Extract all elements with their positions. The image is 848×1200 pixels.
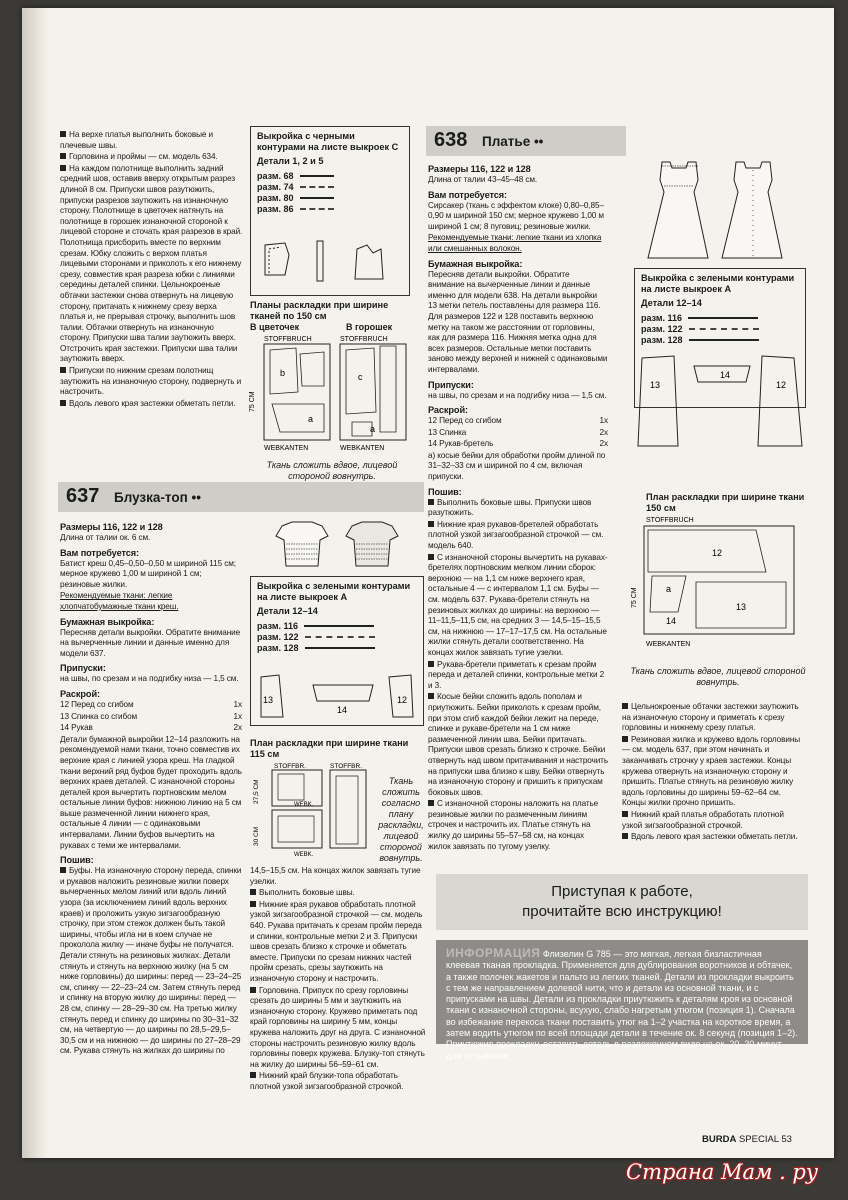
- pattern-box-title: Выкройка с зелеными контурами на листе выкроек А: [641, 273, 795, 294]
- stoffbr-label: STOFFBR.: [274, 763, 307, 770]
- cutting-text: а) косые бейки для обработки пройм длиной по 31–32–33 см и шириной по 4 см, включая припуски.: [428, 450, 606, 482]
- layout-plan-diagram: [240, 332, 410, 454]
- allowance-heading: Припуски:: [60, 663, 106, 674]
- piece-number: 12: [397, 695, 408, 705]
- layout-plan-sub-left: В цветочек: [250, 322, 300, 332]
- list-item: Резиновая жилка и кружево вдоль горловины — см. модель 637, при этом начинать и заканчивать строчку у краев застежки. Концы кружева отвернуть на изнаночную сторону и пришить. Платье стянуть на резиновую жилку вдоль горловины до ширины 59–62–64 см. Концы жилки прочно пришить.: [622, 734, 801, 808]
- width-dimension: 75 CM: [249, 391, 256, 412]
- list-item: Горловина и проймы — см. модель 634.: [60, 152, 244, 163]
- stoffbr-label: STOFFBR.: [330, 763, 363, 770]
- magazine-page: [22, 8, 834, 1158]
- stoffbruch-label: STOFFBRUCH: [264, 336, 312, 343]
- info-tag: ИНФОРМАЦИЯ: [446, 946, 541, 960]
- pattern-pieces-drawing: [255, 235, 405, 293]
- needs-text: Сирсакер (ткань с эффектом клоке) 0,80–0,85–0,90 м шириной 150 см; мерное кружево 1,00 м шириной 1 см; 8 пуговиц; резиновые жилки.: [428, 200, 604, 231]
- banner-line-2: прочитайте всю инструкцию!: [522, 903, 722, 920]
- layout-note: Ткань сложить вдвое, лицевой стороной вовнутрь.: [630, 666, 806, 687]
- needs-text: Батист креш 0,45–0,50–0,50 м шириной 115 см; мерное кружево 1,00 м шириной 1 см; резиновые жилки.: [60, 558, 236, 589]
- cutting-text: Детали бумажной выкройки 12–14 разложить на рекомендуемой нами ткани, точно совместив их верхние края с линией узора креш. На гладкой ткани верхний ряд буфов будет проходить вдоль верхних краев деталей. С изнаночной стороны деталей кроя вычертить портновским мелом остальные линии буфов: нижнюю линию на 5 см выше размеченной линии нижнего края, остальные 4 линии — с одинаковыми интервалами. Линии буфов вычертить на рукавах с теми же интервалами.: [60, 734, 242, 850]
- piece-number: 14: [337, 705, 348, 715]
- list-item: Нижний край блузки-топа обработать плотной узкой зигзагообразной строчкой.: [250, 1071, 404, 1091]
- size-line: разм. 128: [251, 643, 423, 654]
- layout-plan-title: План раскладки при ширине ткани 115 см: [250, 738, 409, 759]
- dimension: 30 CM: [253, 826, 260, 846]
- recommended-text: Рекомендуемые ткани: легкие хлопчатобумажные ткани креш.: [60, 591, 179, 611]
- dimension: 27,5 CM: [253, 779, 260, 804]
- pattern-box-title: Выкройка с черными контурами на листе выкроек С: [257, 131, 399, 152]
- piece-number: 12: [712, 548, 723, 558]
- size-line: разм. 68: [251, 171, 409, 182]
- model-638-text: [428, 160, 608, 853]
- piece-number: 13: [736, 602, 747, 612]
- pattern-box-parts: Детали 1, 2 и 5: [257, 156, 324, 167]
- piece-number: 14: [720, 370, 731, 380]
- pattern-box-parts: Детали 12–14: [257, 606, 318, 617]
- continued-text: 14,5–15,5 см. На концах жилок завязать тугие узелки.: [250, 866, 421, 886]
- piece-label: a: [370, 424, 376, 434]
- list-item: Нижние края рукавов обработать плотной узкой зигзагообразной строчкой — см. модель 640. Рукава притачать к срезам пройм переда и спинки, контрольные метки 2 и 3. Припуски швов срезать близко к строчке и обметать вместе. Припуски по срезам нижних частей пройм срезать, срезы заутюжить на изнаночную сторону и настрочить.: [250, 899, 423, 983]
- piece-label: c: [358, 372, 363, 382]
- list-item: С изнаночной стороны наложить на платье резиновые жилки по размеченным линиям строчек и настрочить их. Платье стянуть на жилку до ширины 55–57–58 см, на концах жилок завязать по тугому узелку.: [428, 799, 599, 851]
- layout-note: Ткань сложить вдвое, лицевой стороной вовнутрь.: [266, 460, 398, 481]
- pattern-box-a-637: [250, 576, 424, 726]
- layout-plan-sub-right: В горошек: [346, 322, 393, 332]
- webk-label: WEBK.: [294, 852, 314, 858]
- size-line: разм. 74: [251, 182, 409, 193]
- model-title: Блузка-топ ••: [114, 490, 201, 505]
- sewing-heading: Пошив:: [428, 486, 462, 497]
- size-line: разм. 116: [251, 621, 423, 632]
- list-item: Нижний край платья обработать плотной узкой зигзагообразной строчкой.: [622, 809, 784, 830]
- cutting-heading: Раскрой:: [60, 688, 100, 699]
- width-dimension: 75 CM: [631, 587, 638, 608]
- webkanten-label: WEBKANTEN: [646, 641, 691, 648]
- model-638-header: [426, 126, 626, 156]
- cut-row: 13 Спинка 2x: [428, 427, 608, 437]
- info-box: [436, 940, 808, 1061]
- model-637-header: [58, 482, 424, 512]
- list-item: Нижние края рукавов-бретелей обработать плотной узкой зигзагообразной строчкой — см. модель 640.: [428, 519, 604, 551]
- piece-label: a: [666, 584, 672, 594]
- sizes-heading: Размеры 116, 122 и 128: [428, 164, 531, 174]
- layout-note: Ткань сложить согласно плану раскладки, лицевой стороной вовнутрь.: [378, 776, 424, 863]
- paper-text: Пересняв детали выкройки. Обратите внимание на вычерченные линии и данные именно для модели 638. На детали выкройки 13 метки петель поставлены для размера 116. Для размеров 122 и 128 поставить верхнюю метку на таком же расстоянии от горловины, как для размера 116. Нижняя метка одна для всех размеров. Остальные метки поставить заново между верхней и нижней с одинаковыми интервалами.: [428, 269, 608, 374]
- pattern-box-parts: Детали 12–14: [641, 298, 702, 309]
- list-item: На верхе платья выполнить боковые и плечевые швы.: [60, 130, 213, 150]
- piece-number: 13: [650, 380, 661, 390]
- pattern-box-title: Выкройка с зелеными контурами на листе выкроек А: [257, 581, 411, 602]
- cut-row: 12 Перед со сгибом 1x: [60, 699, 242, 709]
- page-number: 53: [781, 1134, 792, 1145]
- list-item: Вдоль левого края застежки обметать петли.: [622, 832, 806, 843]
- list-item: На каждом полотнище выполнить задний средний шов, оставив вверху открытым разрез длиной 8 см. Припуски швов разутюжить, припуски разрезов заутюжить на изнаночную сторону. Полотнище в цветочек натянуть на полотнище в горошек изнаночной стороной к лицевой стороне и сточать края разрезов в край. Полотнища присборить вместе по верхним срезам. Юбку сложить с верхом платья лицевыми сторонами и приколоть к его нижнему срезу, совместив края разреза юбки с линиями середины деталей спинки. Цельнокроеные обтачки застежки снова отвернуть на лицевую сторону, притачать к нижнему срезу верха платья и, не прерывая строчку, выполнить шов талии. Обтачки отвернуть на изнаночную сторону. Припуски шва талии заутюжить вверх. Отстрочить края застежки. Припуски шва талии заутюжить вверх.: [60, 163, 243, 364]
- size-line: разм. 116: [635, 313, 805, 324]
- allowance-text: на швы, по срезам и на подгибку низа — 1,5 см.: [60, 674, 239, 684]
- piece-number: 14: [666, 616, 677, 626]
- size-line: разм. 128: [635, 335, 805, 346]
- needs-heading: Вам потребуется:: [428, 189, 507, 200]
- stoffbruch-label: STOFFBRUCH: [340, 336, 388, 343]
- list-item: Припуски по нижним срезам полотнищ заутюжить на изнаночную сторону, подвернуть и настрочить.: [60, 366, 242, 397]
- list-item: Горловина. Припуск по срезу горловины срезать до ширины 5 мм и заутюжить на изнаночную сторону. Кружево приметать под край горловины на ширину 5 мм, концы кружева наложить друг на друга. С изнаночной стороны настрочить резиновую жилку вдоль горловины поверх кружева. Блузку-топ стянуть на жилку до ширины 56–59–61 см.: [250, 985, 426, 1069]
- piece-number: 13: [263, 695, 274, 705]
- list-item: Косые бейки сложить вдоль пополам и приутюжить. Бейки приколоть к срезам пройм, при этом сгиб каждой бейки лежит на переде, спинке и рукаве-бретели на 1 см ниже размеченной линии шва. Бейки притачать. Припуски швов срезать близко к строчке. Бейки отвернуть над швом притачивания и настрочить на припуски шва близко к шву. Бейки отвернуть на изнаночную сторону и пришить к припускам боковых швов.: [428, 692, 608, 797]
- cut-row: 12 Перед со сгибом 1x: [428, 416, 608, 426]
- pattern-pieces-drawing: [253, 667, 421, 723]
- length-text: Длина от талии ок. 6 см.: [60, 533, 151, 542]
- blouse-sketches: [268, 518, 408, 574]
- webkanten-label: WEBKANTEN: [264, 445, 309, 452]
- list-item: Цельнокроеные обтачки застежки заутюжить на изнаночную сторону и приметать к срезу горловины и нижнему срезу платья.: [622, 702, 799, 733]
- dress-sketches: [636, 158, 806, 268]
- model-637-continued: [250, 866, 426, 1093]
- cut-row: 13 Спинка со сгибом 1x: [60, 711, 242, 721]
- needs-heading: Вам потребуется:: [60, 547, 139, 558]
- pattern-box-c: [250, 126, 410, 296]
- model-638-continued: [622, 702, 806, 844]
- info-text: Флизелин G 785 — это мягкая, легкая бизластичная клеевая тканая прокладка. Применяется для дублирования воротников и обтачек, а также полочек жакетов и пальто из легких тканей. Детали из прокладки выкроить с тем же направлением долевой нити, что и детали из основной ткани, и с припусками на швы. Детали из прокладки приутюжить к деталям кроя из основной ткани с изнаночной стороны, всухую, слабо нагретым утюгом (позиция 1). Сначала во избежание перекоса ткани поставить утюг на 1–2 участка на короткое время, а затем водить утюгом по всей площади детали в течение ок. 8 секунд (позиция 1–2). Приутюжив прокладку, оставить деталь в разложенном виде на ок. 20–30 минут для остывания.: [446, 949, 798, 1061]
- cut-row: 14 Рукав 2x: [60, 723, 242, 733]
- list-item: С изнаночной стороны вычертить на рукавах-бретелях портновским мелком линии сборок: верхнюю — на 1,1 см ниже верхнего края, остальные 4 — с интервалом 1,1 см. Буфы — см. модель 637. Рукава-бретели стянуть на резиновых жилках до ширины: на верхнюю — 11–11,5–11,5 см, на средних 3 — 14,5–15–15,5 см, на нижнюю — 17–17–17,5 см. На остальные жилки стянуть детали соответственно. На концах жилок завязать тугие узелки.: [428, 552, 608, 657]
- stoffbruch-label: STOFFBRUCH: [646, 517, 694, 524]
- list-item: Выполнить боковые швы.: [250, 888, 426, 899]
- recommended-text: Рекомендуемые ткани: легкие ткани из хлопка или смешанных волокон.: [428, 233, 602, 253]
- footer-special: SPECIAL: [738, 1134, 779, 1145]
- paper-heading: Бумажная выкройка:: [60, 616, 155, 627]
- page-gutter: [22, 8, 48, 1158]
- size-line: разм. 122: [635, 324, 805, 335]
- layout-plan-title: Планы раскладки при ширине тканей по 150 см: [250, 300, 389, 321]
- webkanten-label: WEBKANTEN: [340, 445, 385, 452]
- layout-plan-title: План раскладки при ширине ткани 150 см: [646, 492, 805, 513]
- banner-line-1: Приступая к работе,: [551, 883, 693, 900]
- model-number: 637: [66, 485, 100, 507]
- footer-brand: BURDA: [702, 1134, 737, 1145]
- cut-row: 14 Рукав-бретель 2x: [428, 439, 608, 449]
- list-item: Выполнить боковые швы. Припуски швов разутюжить.: [428, 497, 592, 518]
- model-number: 638: [434, 129, 468, 151]
- column-1-top: [60, 130, 244, 410]
- piece-number: 12: [776, 380, 787, 390]
- cutting-heading: Раскрой:: [428, 405, 468, 416]
- model-637-text: [60, 518, 242, 1058]
- paper-text: Пересняв детали выкройки. Обратите внимание на вычерченные линии и данные именно для модели 637.: [60, 627, 241, 658]
- instruction-banner: [436, 874, 808, 930]
- allowance-heading: Припуски:: [428, 379, 474, 390]
- piece-label: a: [308, 414, 314, 424]
- length-text: Длина от талии 43–45–48 см.: [428, 175, 538, 184]
- list-item: Вдоль левого края застежки обметать петли.: [60, 399, 244, 410]
- page-footer: [702, 1134, 792, 1145]
- paper-heading: Бумажная выкройка:: [428, 258, 523, 269]
- model-title: Платье ••: [482, 134, 544, 149]
- size-line: разм. 80: [251, 193, 409, 204]
- webk-label: WEBK.: [294, 802, 314, 808]
- list-item: Рукава-бретели приметать к срезам пройм переда и деталей спинки, контрольные метки 2 и 3.: [428, 659, 605, 690]
- pattern-pieces-drawing: [634, 348, 806, 448]
- sizes-heading: Размеры 116, 122 и 128: [60, 522, 163, 532]
- allowance-text: на швы, по срезам и на подгибку низа — 1,5 см.: [428, 390, 607, 400]
- watermark: Страна Мам . ру: [626, 1160, 819, 1184]
- piece-label: b: [280, 368, 286, 378]
- size-line: разм. 86: [251, 204, 409, 215]
- sewing-text: Буфы. На изнаночную сторону переда, спинки и рукавов наложить резиновые жилки поверх вычерченных мелом линий или вдоль линий узора (за исключением линий вдоль верхних краев) и проложить узкую зигзагообразную строчку, при этом стежок должен быть такой ширины, чтобы игла ни в коем случае не проколола жилку — иначе буфы не получатся. Детали стянуть на резиновых жилках. Детали стянуть и стянуть на верхнюю жилку (на 5 см ниже горловины) до ширины: перед — 23–24–25 см, спинку — 22–23–24 см. Затем стянуть перед и спинку на вторую жилку до ширины: перед — 28 см, спинку — 28–29–30 см. На третью жилку стянуть перед и спинку до ширины по 30–31–32 см, на четвертую — до ширины по 28,5–29,5–30,5 см и на нижнюю — до ширины по 27–28–29 см. Рукава стянуть на жилках до ширины по: [60, 866, 242, 1056]
- layout-plan-diagram: [626, 512, 806, 662]
- size-line: разм. 122: [251, 632, 423, 643]
- layout-plan-diagram: [244, 760, 374, 860]
- sewing-heading: Пошив:: [60, 855, 94, 866]
